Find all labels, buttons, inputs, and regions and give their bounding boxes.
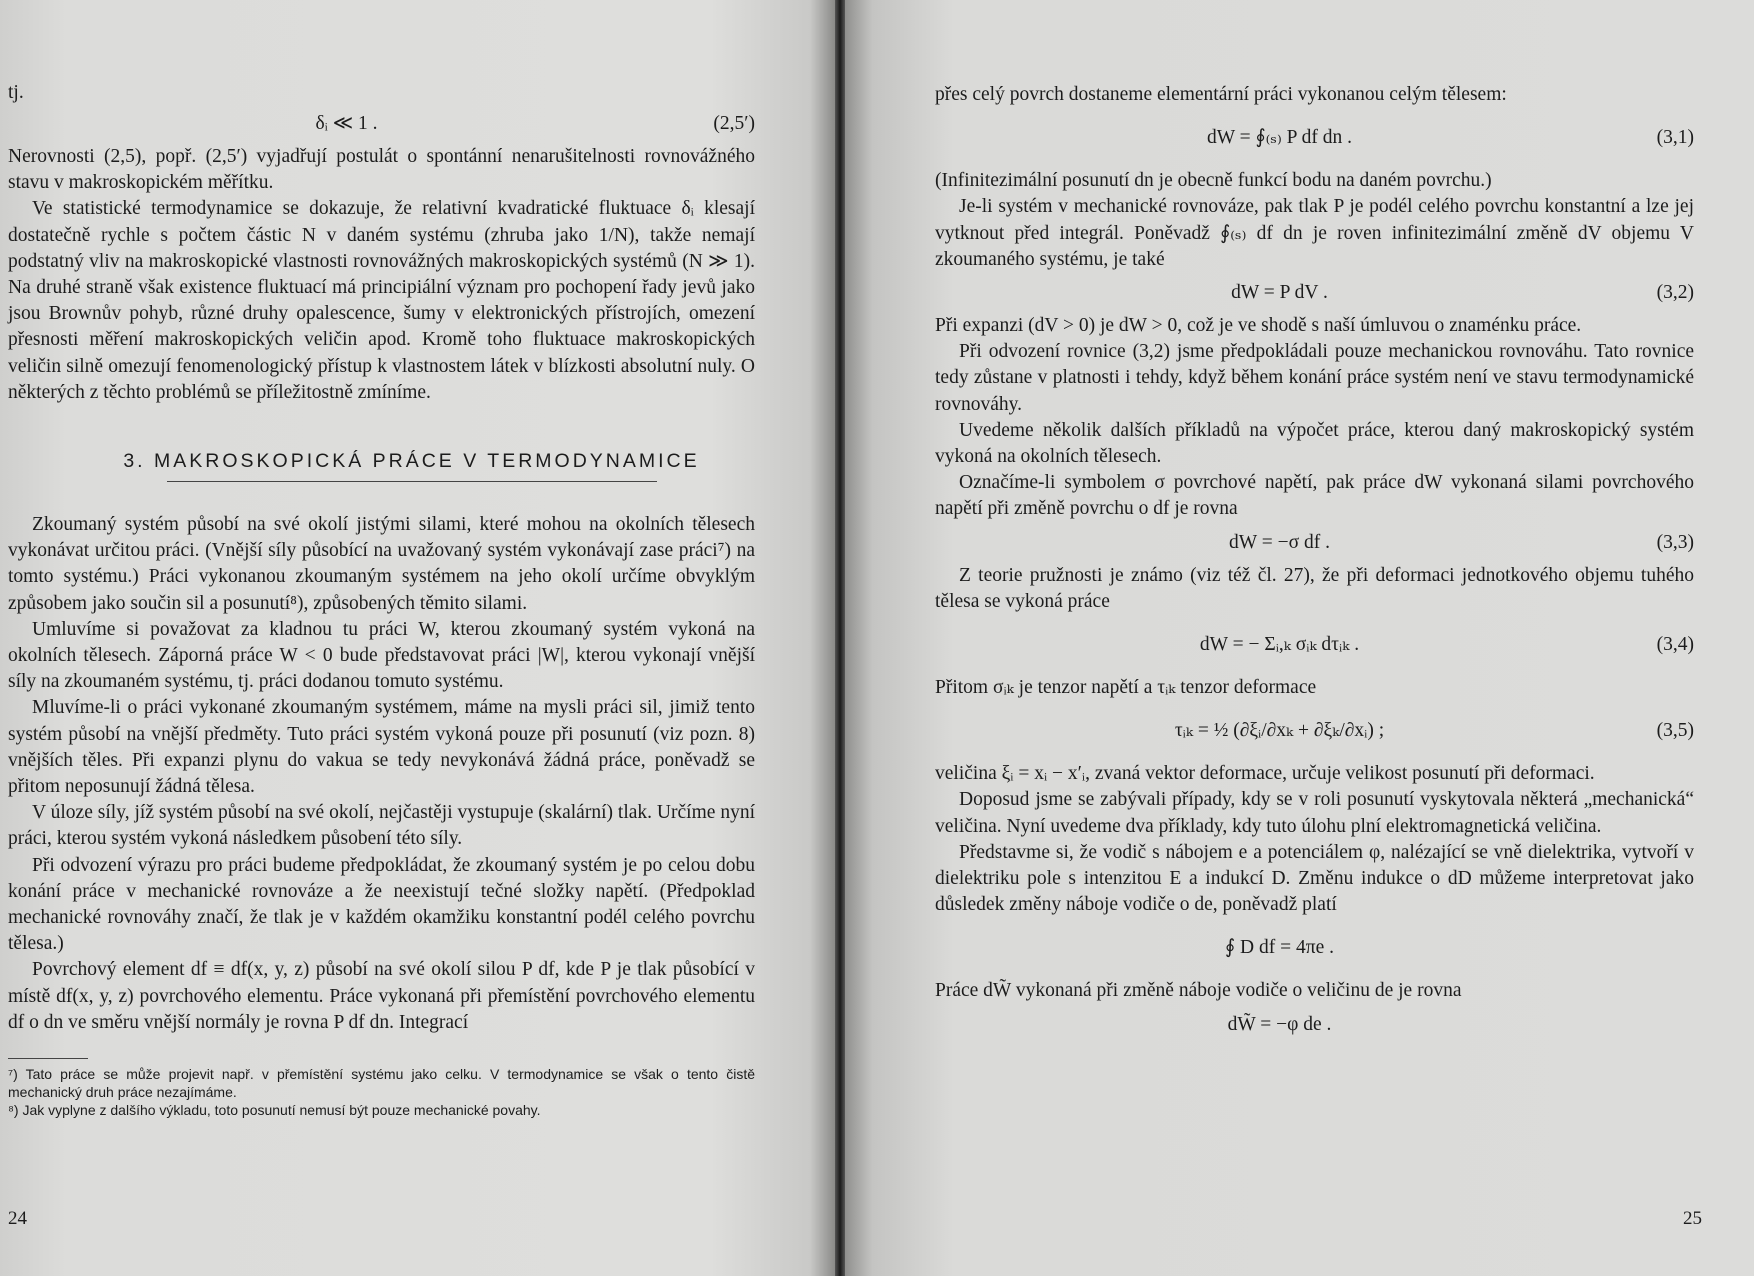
paragraph: Zkoumaný systém působí na své okolí jistými silami, které mohou na okolních tělesech vykonávat určitou práci. (Vnější síly působící na uvažovaný systém vykonávají zase práci⁷) na tomto systému.) Práci vykonanou zkoumaným systémem na jeho okolí určíme obvyklým způsobem jako součin sil a posunutí⁸), způsobených těmito silami. [8,514,755,614]
paragraph: Představme si, že vodič s nábojem e a potenciálem φ, nalézající se vně dielektrika, vytvoří v dielektriku pole s intenzitou E a indukcí D. Změnu indukce o dD můžeme interpretovat jako důsledek změny náboje vodiče o de, poněvadž platí [935,841,1694,916]
paragraph: Mluvíme-li o práci vykonané zkoumaným systémem, máme na mysli práci sil, jimiž tento systém působí na vnější předměty. Tuto práci systém vykoná pouze při posunutí (viz pozn. 8) vnějších těles. Při expanzi plynu do vakua se tedy nevykonává žádná práce, poněvadž se přitom neposunují žádná tělesa. [8,697,755,798]
equation-number: (3,4) [1656,634,1694,656]
equation-3-5 [935,701,1694,761]
paragraph: Nerovnosti (2,5), popř. (2,5′) vyjadřují postulát o spontánní nenarušitelnosti rovnovážného stavu v makroskopickém měřítku. [8,146,755,194]
book-gutter [835,0,845,1276]
paragraph: Při odvození výrazu pro práci budeme předpokládat, že zkoumaný systém je po celou dobu konání práce v mechanické rovnováze a že neexistují tečné složky napětí. (Předpoklad mechanické rovnováhy značí, že tlak je v každém okamžiku konstantní podél celého povrchu tělesa.) [8,854,755,955]
equation-math: dW = −σ df . [1229,531,1330,553]
equation-number: (3,1) [1656,127,1694,149]
paragraph: Přitom σᵢₖ je tenzor napětí a τᵢₖ tenzor deformace [935,677,1317,699]
equation-math: dW = ∮₍ₛ₎ P df dn . [1206,127,1353,149]
left-page [0,0,835,1276]
paragraph: Povrchový element df ≡ df(x, y, z) působí na své okolí silou P df, kde P je tlak působící v místě df(x, y, z) povrchového elementu. Práce vykonaná při přemístění povrchového elementu df o dn ve směru vnější normály je rovna P df dn. Integrací [8,959,755,1033]
paragraph: Ve statistické termodynamice se dokazuje, že relativní kvadratické fluktuace δᵢ klesají dostatečně rychle s počtem částic N v daném systému (zhruba jako 1/N), takže nemají podstatný vliv na makroskopické vlastnosti rovnovážných makroskopických systémů (N ≫ 1). Na druhé straně však existence fluktuací má principiální význam pro pochopení řady jevů jako jsou Brownův pohyb, různé druhy opalescence, šumy v elektronických přístrojích, omezení přesnosti měření makroskopických veličin apod. Kromě toho fluktuace makroskopických veličin silně omezují fenomenologický přístup k vlastnostem látek v blízkosti absolutní nuly. O některých z těchto problémů se příležitostně zmíníme. [8,198,755,403]
equation-number: (3,2) [1656,282,1694,304]
equation-math: ∮ D df = 4πe . [1225,937,1334,959]
equation-number: (3,3) [1656,531,1694,553]
paragraph: Je-li systém v mechanické rovnováze, pak tlak P je podél celého povrchu konstantní a lze jej vytknout před integrál. Poněvadž ∮₍ₛ₎ df dn je roven infinitezimální změně dV objemu V zkoumaného systému, je také [935,196,1694,270]
paragraph: Uvedeme několik dalších příkladů na výpočet práce, kterou daný makroskopický systém vykoná na okolních tělesech. [935,419,1694,468]
paragraph: V úloze síly, jíž systém působí na své okolí, nejčastěji vystupuje (skalární) tlak. Určíme nyní práci, kterou systém vykoná následkem působení této síly. [8,802,755,850]
paragraph: Práce dW̃ vykonaná při změně náboje vodiče o veličinu de je rovna [935,980,1462,1002]
paragraph: Při expanzi (dV > 0) je dW > 0, což je ve shodě s naší úmluvou o znaménku práce. [935,315,1582,337]
footnote-8: ⁸) Jak vyplyne z dalšího výkladu, toto posunutí nemusí být pouze mechanické povahy. [8,1102,541,1119]
heading-rule [167,481,657,482]
equation-3-7 [935,1005,1694,1045]
right-page [845,0,1754,1276]
paragraph: Při odvození rovnice (3,2) jsme předpokládali pouze mechanickou rovnováhu. Tato rovnice tedy zůstane v platnosti i tehdy, když během konání práce systém není ve stavu termodynamické rovnováhy. [935,341,1694,415]
paragraph: přes celý povrch dostaneme elementární práci vykonanou celým tělesem: [935,84,1507,105]
page-number: 24 [8,1208,27,1229]
section-heading [8,450,755,482]
text-line: tj. [8,82,24,103]
paragraph: Doposud jsme se zabývali případy, kdy se v roli posunutí vyskytovala některá „mechanická“ veličina. Nyní uvedeme dva příklady, kdy tuto úlohu plní elektromagnetická veličina. [935,789,1694,837]
footnote-7: ⁷) Tato práce se může projevit např. v přemístění systému jako celku. V termodynamice se však o tento čistě mechanický druh práce nezajímáme. [8,1066,755,1101]
equation-math: dW = P dV . [1231,282,1328,304]
equation-math: dW̃ = −φ de . [1227,1013,1332,1035]
paragraph: Označíme-li symbolem σ povrchové napětí, pak práce dW vykonaná silami povrchového napětí při změně povrchu o df je rovna [935,472,1694,520]
section-heading-text: 3. MAKROSKOPICKÁ PRÁCE V TERMODYNAMICE [123,450,700,473]
equation-number: (3,5) [1656,720,1694,742]
equation-3-3 [935,523,1694,563]
equation-3-6 [935,918,1694,978]
equation-3-2 [935,273,1694,313]
paragraph: Umluvíme si považovat za kladnou tu práci W, kterou zkoumaný systém vykoná na okolních tělesech. Záporná práce W < 0 bude představovat práci |W|, kterou vykonají vnější síly na zkoumaném systému, tj. práci dodanou tomuto systému. [8,618,755,693]
paragraph: (Infinitezimální posunutí dn je obecně funkcí bodu na daném povrchu.) [935,170,1492,192]
equation-math: dW = − Σᵢ,ₖ σᵢₖ dτᵢₖ . [1199,634,1360,656]
paragraph: veličina ξᵢ = xᵢ − x′ᵢ, zvaná vektor deformace, určuje velikost posunutí při deformaci. [935,763,1595,785]
page-number: 25 [1683,1208,1702,1229]
equation-math: τᵢₖ = ½ (∂ξᵢ/∂xₖ + ∂ξₖ/∂xᵢ) ; [1174,720,1385,742]
equation-3-1 [935,108,1694,168]
footnote-rule [8,1058,88,1065]
equation-math: δᵢ ≪ 1 . [315,113,378,134]
equation-3-4 [935,615,1694,675]
equation-2-5-prime [8,104,755,144]
paragraph: Z teorie pružnosti je známo (viz též čl. 27), že při deformaci jednotkového objemu tuhého tělesa se vykoná práce [935,564,1694,612]
equation-number: (2,5′) [713,113,755,134]
